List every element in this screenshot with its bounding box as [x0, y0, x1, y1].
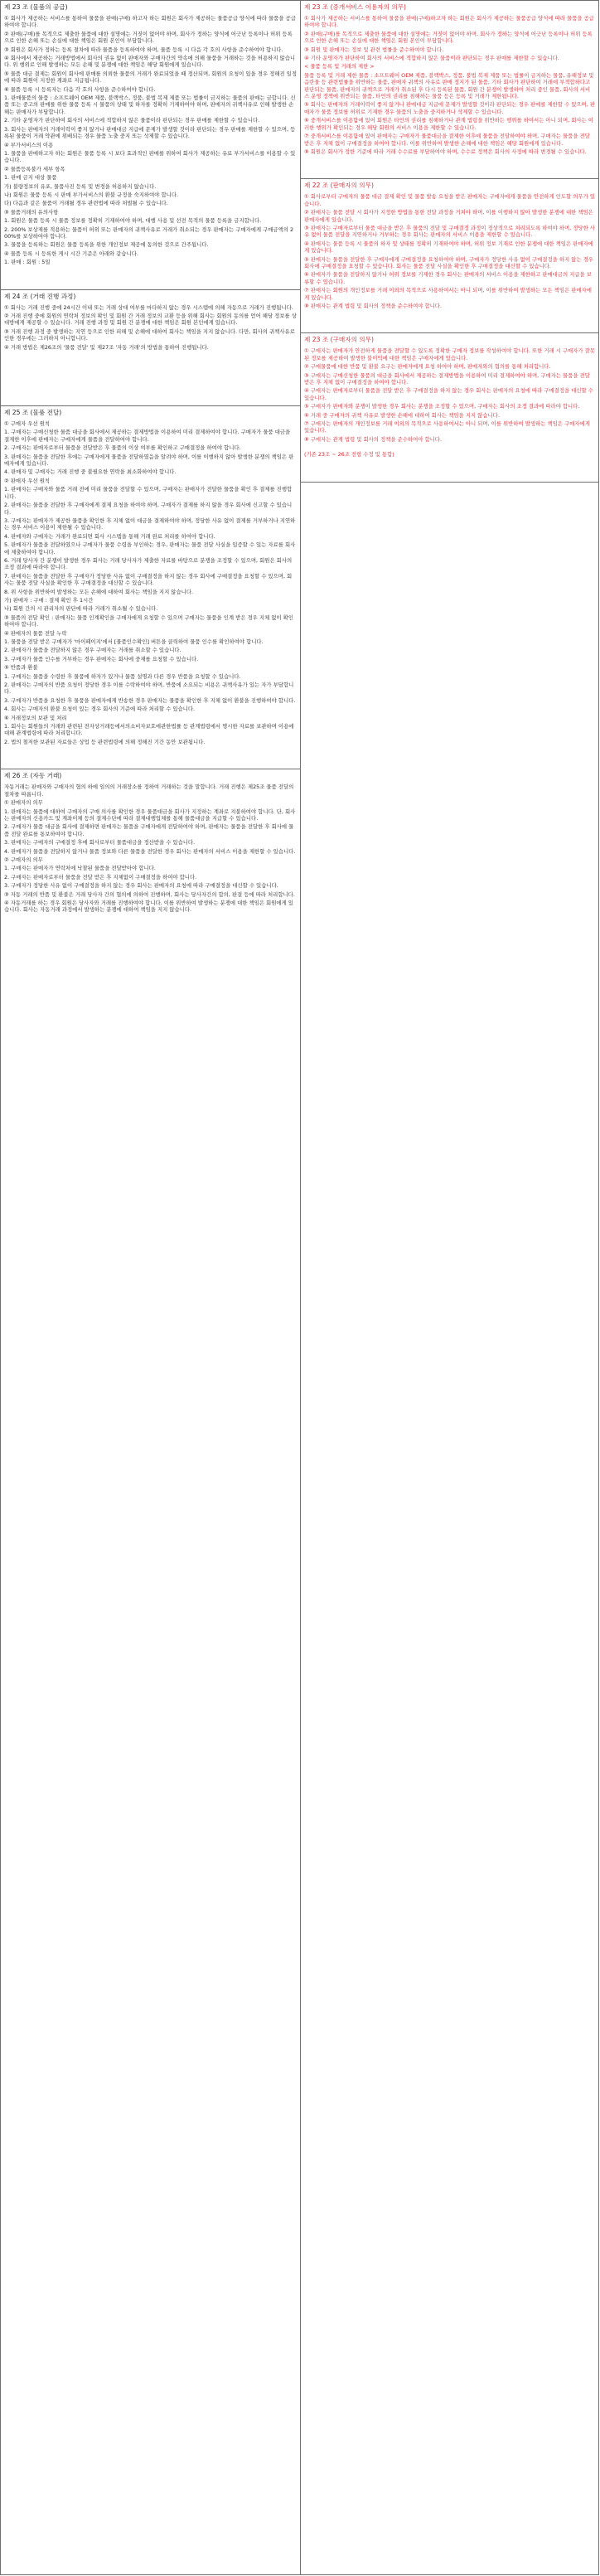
- clause-paragraph: ⑤ 반품과 환불: [4, 664, 38, 672]
- clause-paragraph: ③ 물품의 전달 확인 : 판매자는 물품 인계확인을 구매자에게 요청할 수 있으며 구매자는 물품을 인계 받은 경우 지체 없이 확인하여야 합니다.: [4, 614, 293, 628]
- clause-paragraph: 가) 불량정보의 유포, 물품사진 등록 및 변경을 허용하지 않습니다.: [4, 182, 157, 190]
- section-body: [4, 420, 297, 745]
- right-column-revised-terms: [301, 1, 598, 2574]
- clause-paragraph: 1. 구매자는 판매자가 연락처에 낙찰된 물품을 전달받아야 합니다.: [4, 865, 156, 872]
- clause-paragraph: 3. 구매자가 정당한 사유 없이 구매결정을 하지 않는 경우 회사는 판매자의 요청에 따라 구매결정을 대신할 수 있습니다.: [4, 882, 278, 890]
- clause-paragraph: 2. 200% 보상제를 적용하는 물품이 허위 또는 판매자의 귀책사유로 거래가 취소되는 경우 판매자는 구매자에게 구매금액의 200%를 보상하여야 합니다.: [4, 226, 294, 240]
- clause-paragraph: 1. 구매자는 구매신청한 물품 대금을 회사에서 제공하는 결제방법을 이용하여 미리 결제하여야 합니다. 구매자가 물품 대금을 결제한 이후에 판매자는 구매자에게 물품을 전달하여야 합니다.: [4, 429, 293, 443]
- clause-paragraph: 2. 판매자는 물품을 전달한 후 구매자에게 결제 요청을 하여야 하며, 구매자가 결제를 하지 않을 경우 회사에 신고할 수 있습니다.: [4, 502, 293, 516]
- clause-paragraph: ① 구매자 우선 원칙: [4, 420, 51, 428]
- left-section-art25: [1, 406, 300, 750]
- right-section-art23-buyer: [301, 333, 598, 463]
- clause-paragraph: 2. 구매자는 판매자로부터 물품을 전달 받은 후 지체없이 구매결정을 하여야 합니다.: [4, 873, 197, 880]
- clause-paragraph: ④ 부가서비스의 이용: [4, 141, 54, 148]
- section-body: [304, 347, 595, 443]
- clause-paragraph: ⑤ 회사는 판매자의 거래이력이 좋지 않거나 판매대금 지급에 문제가 발생할 것이라 판단되는 경우 판매를 제한할 수 있으며, 판매자가 물품 정보를 허위로 기재한 경우 물품의 노출을 중지하거나 삭제할 수 있습니다.: [304, 101, 595, 115]
- clause-paragraph: ③ 회원 및 판매자는 정보 및 관련 법률을 준수하여야 합니다.: [304, 46, 444, 53]
- clause-paragraph: 2. 판매자는 구매자의 반품 요청이 정당한 경우 이를 수락하여야 하며, 반품에 소요되는 비용은 귀책사유가 있는 자가 부담합니다.: [4, 682, 294, 696]
- clause-paragraph: ① 판매자의 의무: [4, 799, 43, 807]
- clause-paragraph: ⑤ 물품 대금 결제는 회원이 회사에 판매를 의뢰한 물품의 거래가 완료되었을 때 정산되며, 회원의 요청이 있을 경우 정해진 일정에 따라 회원이 지정한 계좌로 지급됩니다.: [4, 70, 297, 85]
- section-heading: 제 26 조 (자동 거래): [4, 772, 62, 780]
- clause-paragraph: ② 판매자는 물품 전달 시 회사가 지정한 방법을 통한 전달 과정을 거쳐야 하며, 이를 이행하지 않아 발생한 분쟁에 대한 책임은 판매자에게 있습니다.: [304, 209, 595, 223]
- section-heading: 제 22 조 (판매자의 의무): [304, 182, 374, 190]
- clause-paragraph: ② 물품등록불가 세부 항목: [4, 165, 65, 172]
- clause-paragraph: ① 회사가 제공하는 서비스를 통하여 물품을 판매(구매)하고자 하는 회원은 회사가 제공하는 물품공급 양식에 따라 물품을 공급하여야 합니다.: [304, 15, 594, 29]
- clause-paragraph: ③ 물품거래의 유의사항: [4, 208, 59, 216]
- clause-paragraph: 1. 구매자는 물품을 수령한 후 물품에 하자가 있거나 물품 설명과 다른 경우 반품을 요청할 수 있습니다.: [4, 672, 241, 680]
- clause-paragraph: ③ 판매자는 구매자로부터 물품 대금을 받은 후 물품의 전달 및 구매결정 과정이 정상적으로 처리되도록 하여야 하며, 정당한 사유 없이 물품 전달을 지연하거나 거부하는 경우 회사는 판매자의 서비스 이용을 제한할 수 있습니다.: [304, 224, 595, 239]
- clause-paragraph: ② 판매자 우선 원칙: [4, 477, 51, 484]
- clause-paragraph: ⑧ 회원은 회사가 정한 기준에 따라 거래 수수료를 부담하여야 하며, 수수료 정책은 회사의 사정에 따라 변경될 수 있습니다.: [304, 148, 587, 155]
- section-heading: 제 23 조 (구매자의 의무): [304, 336, 374, 344]
- clause-paragraph: < 물품 등록 및 거래의 제한 >: [304, 63, 375, 70]
- clause-paragraph: ③ 구매자는 구매신청한 물품의 대금을 회사에서 제공하는 결제방법을 이용하여 미리 결제하여야 하며, 구매자는 물품을 전달받은 후 지체 없이 구매결정을 하여야 합니다.: [304, 371, 590, 386]
- clause-paragraph: 3. 물품을 등록하는 회원은 물품 등록을 위한 개인정보 제공에 동의한 것으로 간주됩니다.: [4, 241, 209, 249]
- clause-paragraph: ④ 판매자의 물품 전달 누락: [4, 629, 67, 637]
- clause-paragraph: ⑤ 판매자는 물품을 전달한 후 구매자에게 구매결정을 요청하여야 하며, 구매자가 정당한 사유 없이 구매결정을 하지 않는 경우 회사에 구매결정을 요청할 수 있습니다. 회사는 물품 전달 사실을 확인한 후 구매결정을 대신할 수 있습니다.: [304, 255, 595, 269]
- clause-paragraph: 1. 판매자는 구매자와 물품 거래 전에 미리 물품을 전달할 수 있으며, 구매자는 판매자가 전달한 물품을 확인 후 결제를 진행합니다.: [4, 486, 293, 500]
- clause-paragraph: 2. 구매자는 판매자로부터 물품을 전달받은 후 물품의 이상 여부를 확인하고 구매결정을 하여야 합니다.: [4, 444, 241, 452]
- clause-paragraph: 5. 판매자가 물품을 전달하였으나 구매자가 물품 수령을 부인하는 경우, 판매자는 물품 전달 사실을 입증할 수 있는 자료를 회사에 제출하여야 합니다.: [4, 541, 296, 555]
- clause-paragraph: 2. 판매자가 물품을 전달하지 않은 경우 구매자는 거래를 취소할 수 있습니다.: [4, 647, 181, 654]
- clause-paragraph: ⑦ 판매자는 회원의 개인정보를 거래 이외의 목적으로 사용하여서는 아니 되며, 이를 위반하여 발생하는 모든 책임은 판매자에게 있습니다.: [304, 287, 592, 301]
- clause-paragraph: ④ 기타 운영자가 판단하여 회사의 서비스에 적합하지 않은 물품이라 판단되는 경우 판매를 제한할 수 있습니다.: [304, 55, 559, 62]
- clause-paragraph: ④ 거래 방법은 제26조의 '물품 전달' 및 제27조 '자동 거래'의 방법을 통하여 진행됩니다.: [4, 343, 209, 351]
- clause-paragraph: 3. 구매자가 반품을 요청한 후 물품을 판매자에게 반송한 경우 판매자는 물품을 확인한 후 지체 없이 환불을 진행하여야 합니다.: [4, 696, 296, 704]
- clause-paragraph: ② 판매(구매)를 목적으로 제출한 물품에 대한 설명에는 거짓이 없어야 하며, 회사가 정하는 양식에 어긋난 등록이나 허위 등록으로 인한 손해 또는 손실에 대한 책임은 회원 본인이 부담합니다.: [304, 30, 593, 45]
- section-heading: 제 23 조 (중개서비스 이용자의 의무): [304, 3, 407, 11]
- section-body: [304, 15, 595, 155]
- clause-paragraph: ② 구매물품에 대한 반품 및 환불 요구는 판매자에게 요청 하여야 하며, 판매자와의 협의를 통해 처리합니다.: [304, 363, 551, 371]
- clause-paragraph: ④ 물품 등록 시 등록한 게시 시간 기준은 아래와 같습니다.: [4, 250, 138, 257]
- clause-paragraph: 가) 판매자 : 구매 : 결제 확인 후 1시간: [4, 596, 94, 604]
- clause-paragraph: 2. 구매자가 물품 대금을 회사에 결제하면 판매자는 물품을 구매자에게 전달하여야 하며, 판매자는 물품을 전달한 후 회사에 물품 전달 완료를 통보하여야 합니다.: [4, 823, 294, 837]
- clause-paragraph: ⑥ 거래 중 구매자의 귀책 사유로 발생한 손해에 대하여 회사는 책임을 지지 않습니다.: [304, 411, 500, 419]
- clause-paragraph: 4. 판매자와 구매자는 거래가 완료되면 회사 시스템을 통해 거래 완료 처리를 하여야 합니다.: [4, 532, 215, 540]
- clause-paragraph: ④ 판매자는 물품 등록 시 물품의 하자 및 상태를 정확히 기재하여야 하며, 허위 정보 기재로 인한 분쟁에 대한 책임은 판매자에게 있습니다.: [304, 240, 593, 255]
- section-heading: 제 25 조 (물품 전달): [4, 409, 62, 417]
- clause-paragraph: ③ 거래 진행 과정 중 발생하는 지연 등으로 인한 피해 및 손해에 대하여 회사는 책임을 지지 않습니다. 다만, 회사의 귀책사유로 인한 경우에는 그러하지 아니합니다.: [4, 327, 297, 342]
- clause-paragraph: 3. 구매자는 판매자가 제공한 물품을 확인한 후 지체 없이 대금을 결제하여야 하며, 정당한 사유 없이 결제를 거부하거나 지연하는 경우 서비스 이용이 제한될 수 있습니다.: [4, 517, 296, 531]
- section-body: [4, 304, 297, 351]
- clause-paragraph: ③ 회원은 회사가 정하는 등록 절차에 따라 물품을 등록하여야 하며, 물품 등록 시 다음 각 호의 사항을 준수하여야 합니다.: [4, 46, 283, 53]
- clause-paragraph: ⑥ 물품 등록 시 등록자는 다음 각 호의 사항을 준수하여야 합니다.: [4, 85, 156, 93]
- clause-paragraph: ④ 자동거래를 하는 경우 회원은 당사자와 거래를 진행하여야 합니다. 이를 위반하여 발생하는 분쟁에 대한 책임은 회원에게 있습니다. 회사는 자동거래 과정에서 발생하는 분쟁에 대하여 책임을 지지 않습니다.: [4, 899, 293, 914]
- left-column-current-terms: [1, 1, 301, 2574]
- clause-paragraph: ⑦ 중개서비스를 이용함에 있어 판매자는 구매자가 물품대금을 결제한 이후에 물품을 전달하여야 하며, 구매자는 물품을 전달 받은 후 지체 없이 구매결정을 하여야 합니다. 이를 위반하여 발생한 손해에 대한 책임은 해당 회원에게 있습니다.: [304, 133, 592, 147]
- clause-paragraph: 나) 회원은 물품 등록 시 판매 부가서비스의 환불 규정을 숙지하여야 합니다.: [4, 191, 179, 198]
- clause-paragraph: 2. 법의 철저한 보관된 자료들은 상업 등 관련법령에 의해 정해진 기간 동안 보관됩니다.: [4, 738, 206, 745]
- clause-paragraph: ① 회사는 거래 진행 중에 24시간 이내 또는 거래 상대 여부를 마다하지 않는 경우 시스템에 의해 자동으로 거래가 진행됩니다.: [4, 303, 293, 311]
- clause-paragraph: 2. 기타 운영자가 판단하여 회사의 서비스에 적합하지 않은 물품이라 판단되는 경우 판매를 제한할 수 있습니다.: [4, 117, 260, 124]
- clause-paragraph: ⑥ 거래정보의 보관 및 처리: [4, 714, 67, 721]
- revision-note: (기존 23조 ~ 26조 전항 수정 및 통합): [304, 451, 394, 458]
- clause-paragraph: 6. 거래 당사자 간 분쟁이 발생한 경우 회사는 거래 당사자가 제출한 자료를 바탕으로 분쟁을 조정할 수 있으며, 회원은 회사의 조정 결과에 따라야 합니다.: [4, 556, 294, 571]
- clause-paragraph: 3. 구매자가 물품 인수를 거부하는 경우 판매자는 회사에 중재를 요청할 수 있습니다.: [4, 655, 199, 662]
- clause-paragraph: 1. 회사는 회원들의 거래와 관련된 전자상거래등에서의소비자보호에관한법률 등 관계법령에서 명시한 자료를 보관하며 이용에 대해 관계법령에 따라 처리합니다.: [4, 723, 296, 737]
- clause-paragraph: ③ 자동 거래의 반품 및 환불은 거래 당사자 간의 협의에 의하여 진행하며, 회사는 당사자간의 합의, 판결 등에 따라 처리합니다.: [4, 890, 295, 898]
- clause-paragraph: ④ 구매자는 판매자로부터 물품을 전달 받은 후 구매결정을 하지 않는 경우 회사는 판매자의 요청에 따라 구매결정을 대신할 수 있습니다.: [304, 387, 595, 401]
- clause-paragraph: ② 구매자의 의무: [4, 856, 43, 863]
- clause-paragraph: 8. 위 사항을 위반하여 발생하는 모든 손해에 대하여 회사는 책임을 지지 않습니다.: [4, 588, 194, 595]
- clause-paragraph: ① 회사가 제공하는 서비스를 통하여 물품을 판매(구매) 하고자 하는 회원은 회사가 제공하는 물품공급 양식에 따라 물품을 공급하여야 합니다.: [4, 15, 296, 29]
- clause-paragraph: 1. 회원은 물품 등록 시 물품 정보를 정확히 기재하여야 하며, 대행 사용 및 선전 목적의 물품 등록을 금지합니다.: [4, 217, 262, 225]
- clause-paragraph: 4. 판매자 및 구매자는 거래 진행 중 불필요한 연락을 최소화하여야 합니다.: [4, 468, 177, 476]
- clause-paragraph: ① 구매자는 판매자가 안전하게 물품을 전달할 수 있도록 정확한 구매자 정보를 작성하여야 합니다. 또한 거래 시 구매자가 잘못된 정보를 제공하여 발생한 불이익에 대한 책임은 구매자에게 있습니다.: [304, 347, 595, 361]
- section-heading: 제 23 조 (물품의 공급): [4, 3, 68, 11]
- left-section-art26: [1, 769, 300, 919]
- clause-paragraph: 1. 판매 금지 대상 물품: [4, 174, 57, 182]
- clause-paragraph: 3. 판매자는 구매자의 구매결정 후에 회사로부터 물품대금을 정산받을 수 있습니다.: [4, 839, 196, 847]
- clause-paragraph: 다) 다음과 같은 물품이 거래될 경우 관련법에 따라 처벌될 수 있습니다.: [4, 200, 168, 207]
- clause-paragraph: 자동거래는 판매자와 구매자의 협의 하에 임의의 거래장소를 정하여 거래하는 것을 말합니다. 거래 진행은 제25조 물품 전달의 절차를 따릅니다.: [4, 783, 296, 798]
- clause-paragraph: 1. 판매 : 회원 : 5일: [4, 259, 51, 266]
- clause-paragraph: 4. 회사는 구매자의 환불 요청이 있는 경우 회사의 기준에 따라 처리할 수 있습니다.: [4, 706, 196, 713]
- clause-paragraph: 7. 판매자는 물품을 전달한 후 구매자가 정당한 사유 없이 구매결정을 하지 않는 경우 회사에 구매결정을 요청할 수 있으며, 회사는 물품 전달 사실을 확인한 후 구매결정을 대신할 수 있습니다.: [4, 572, 293, 587]
- clause-paragraph: 1. 물품을 전달 받은 구매자가 '마이페이지'에서 [물품인수확인] 버튼을 클릭하여 물품 인수를 확인하여야 합니다.: [4, 638, 264, 645]
- left-section-art23: [1, 1, 300, 271]
- clause-paragraph: ⑤ 구매자가 판매자와 분쟁이 발생한 경우 회사는 분쟁을 조정할 수 있으며, 구매자는 회사의 조정 결과에 따라야 합니다.: [304, 403, 580, 410]
- left-section-art24: [1, 290, 300, 356]
- clause-paragraph: 1. 판매물품의 물품 : 소프트웨어 OEM 제품, 블랙박스, 정품, 불법 복제 제품 또는 법률이 금지하는 물품의 판매는 금합니다. 신품 또는 중고의 판매를 위한 물품 등록 시 물품의 상태 및 하자를 정확히 기재하여야 하며, 판매자의 귀책사유로 인해 발생한 손해는 판매자가 부담합니다.: [4, 95, 296, 115]
- clause-paragraph: ⑦ 구매자는 판매자의 개인정보를 거래 이외의 목적으로 사용하여서는 아니 되며, 이를 위반하여 발생하는 책임은 구매자에게 있습니다.: [304, 420, 592, 434]
- section-body: [304, 193, 595, 309]
- clause-paragraph: ⑥ 판매자가 물품을 전달하지 않거나 허위 정보를 기재한 경우 회사는 판매자의 서비스 이용을 제한하고 판매대금의 지급을 보류할 수 있습니다.: [304, 271, 592, 285]
- clause-paragraph: 1. 물품을 판매하고자 하는 회원은 물품 등록 시 보다 효과적인 판매를 위하여 회사가 제공하는 유료 부가서비스를 이용할 수 있습니다.: [4, 149, 296, 164]
- clause-paragraph: ② 거래 진행 중에 회원의 연락처 정보의 확인 및 회원 간 거래 정보의 교환 등을 위해 회사는 회원의 동의를 얻어 해당 정보를 상대방에게 제공할 수 있습니다. 거래 진행 과정 및 회원 간 분쟁에 대한 책임은 회원 본인에게 있습니다.: [4, 313, 297, 327]
- clause-paragraph: 나) 회원 간의 시 관리자의 판단에 따라 거래가 취소될 수 있습니다.: [4, 605, 158, 613]
- clause-paragraph: 3. 판매자는 물품을 전달한 후에는 구매자에게 물품을 전달하였음을 알려야 하며, 이를 이행하지 않아 발생한 분쟁의 책임은 판매자에게 있습니다.: [4, 453, 294, 468]
- clause-paragraph: ② 판매(구매)를 목적으로 제출한 물품에 대한 설명에는 거짓이 없어야 하며, 회사가 정하는 양식에 어긋난 등록이나 허위 등록으로 인한 손해 또는 손실에 대한 책임은 회원 본인이 부담합니다.: [4, 30, 293, 45]
- clause-paragraph: ① 회사로부터 구매자의 물품 대금 결제 확인 및 물품 발송 요청을 받은 판매자는 구매자에게 물품을 안전하게 인도할 의무가 있습니다.: [304, 193, 595, 207]
- clause-paragraph: 3. 회사는 판매자의 거래이력이 좋지 않거나 판매대금 지급에 문제가 발생할 것이라 판단되는 경우 판매를 제한할 수 있으며, 등록된 물품이 거래 약관에 위배되는 경우 물품 노출 중지 또는 삭제할 수 있습니다.: [4, 125, 296, 140]
- right-section-art23: [301, 1, 598, 160]
- clause-paragraph: ⑧ 구매자는 관계 법령 및 회사의 정책을 준수하여야 합니다.: [304, 435, 442, 443]
- section-body: [4, 15, 297, 266]
- clause-paragraph: ⑥ 중개서비스를 이용함에 있어 회원은 타인의 권리를 침해하거나 관계 법령을 위반하는 행위를 하여서는 아니 되며, 회사는 이러한 행위가 확인되는 경우 해당 회원의 서비스 이용을 제한할 수 있습니다.: [304, 117, 593, 131]
- clause-paragraph: 1. 판매자는 물품에 대하여 구매자의 구매 의사를 확인한 경우 물품대금을 회사가 지정하는 계좌로 지불하여야 합니다. 단, 회사는 판매자의 신용카드 및 계좌이체 등의 결제수단에 따라 결제대행업체를 통해 물품대금을 지급할 수 있습니다.: [4, 808, 296, 822]
- right-section-art22: [301, 179, 598, 314]
- clause-paragraph: 4. 판매자가 물품을 전달하지 않거나 물품 정보와 다른 물품을 전달한 경우 회사는 판매자의 서비스 이용을 제한할 수 있습니다.: [4, 847, 296, 855]
- section-body: [4, 783, 297, 914]
- clause-paragraph: ④ 회사에서 제공하는 거래방법에서 회사의 권유 없이 판매자와 구매자간의 약속에 의해 물품을 거래하는 것을 허용하지 않습니다. 위 행위로 인해 발생하는 모든 손해 및 분쟁에 대한 책임은 해당 회원에게 있습니다.: [4, 55, 296, 69]
- clause-paragraph: ⑧ 판매자는 관계 법령 및 회사의 정책을 준수하여야 합니다.: [304, 303, 442, 309]
- section-heading: 제 24 조 (거래 진행 과정): [4, 292, 76, 300]
- clause-paragraph: 물품 등록 및 거래 제한 물품 : 소프트웨어 OEM 제품, 블랙박스, 정품, 불법 복제 제품 또는 법률이 금지하는 물품, 유해정보 및 음란물 등 관련법률을 위반하는 물품, 판매자 귀책의 사유로 판매 정지가 된 물품, 기타 회사가 판단하여 거래에 부적합하다고 판단되는 물품, 판매자의 귀책으로 거래가 취소된 후 다시 등록된 물품, 회원 간 분쟁이 발생하여 처리 중인 물품, 회사의 서비스 운영 정책에 위반되는 물품, 타인의 권리를 침해하는 물품 등은 등록 및 거래가 제한됩니다.: [304, 71, 596, 100]
